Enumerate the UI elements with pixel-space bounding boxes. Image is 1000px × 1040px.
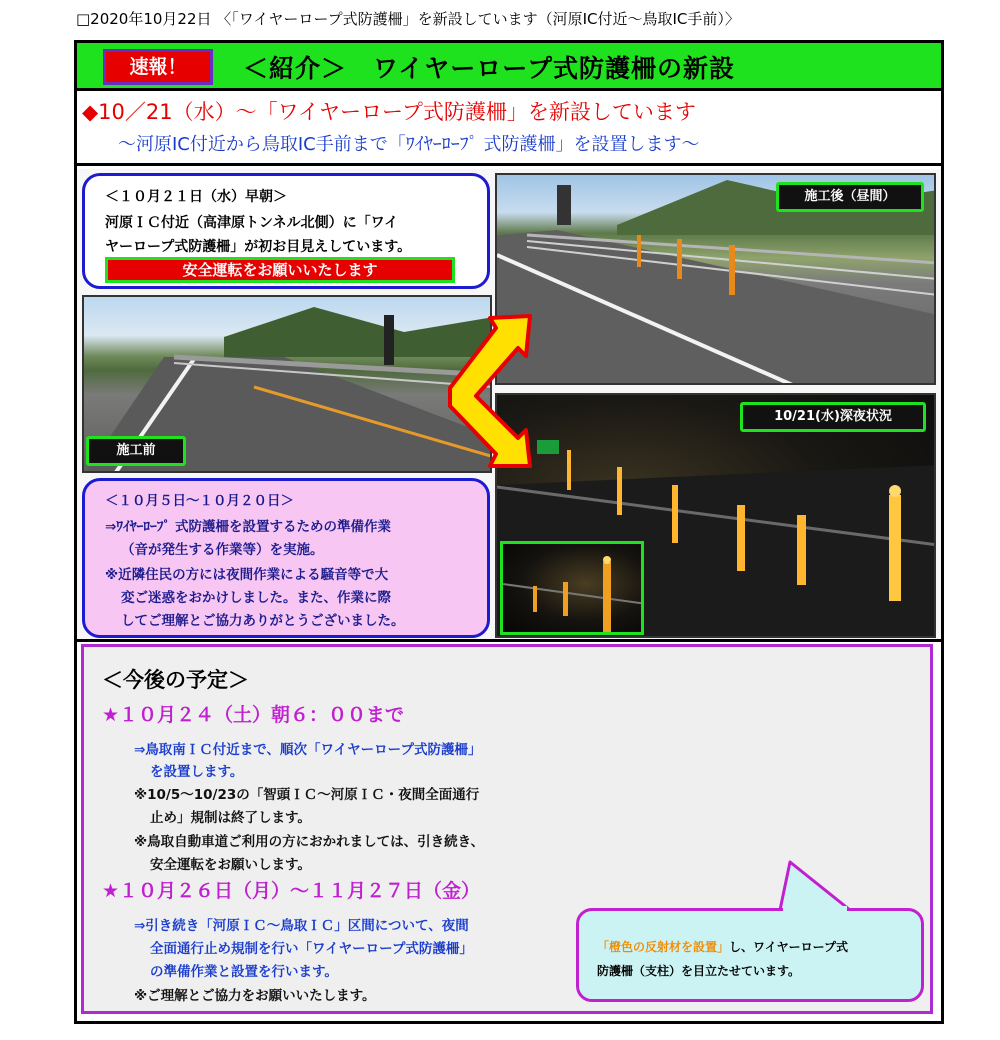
schedule-line: 止め」規制は終了します。 [150, 810, 311, 826]
schedule-line: 全面通行止め規制を行い「ワイヤーロープ式防護柵」 [150, 941, 473, 957]
note-line: ヤーロープ式防護柵」が初お目見えしています。 [105, 239, 412, 255]
schedule-item-heading: ★１０月２４（土）朝６：００まで [102, 704, 405, 726]
after-photo-label: 施工後（昼間） [776, 182, 924, 212]
prep-line: してご理解とご協力ありがとうございました。 [121, 613, 405, 629]
schedule-line: を設置します。 [150, 764, 244, 780]
preparation-work-note [82, 478, 490, 638]
safe-driving-banner: 安全運転をお願いいたします [105, 257, 455, 283]
schedule-line: ⇒鳥取南ＩＣ付近まで、順次「ワイヤーロープ式防護柵」 [134, 742, 482, 758]
double-arrow-icon [430, 310, 550, 470]
note-line: 河原ＩＣ付近（高津原トンネル北側）に「ワイ [105, 215, 399, 231]
schedule-line: ※ご理解とご協力をお願いいたします。 [134, 988, 376, 1004]
schedule-item-heading: ★１０月２６日（月）〜１１月２７日（金） [102, 880, 481, 902]
callout-line: 防護柵（支柱）を目立たせています。 [597, 964, 801, 978]
callout-rest: し、ワイヤーロープ式 [729, 940, 849, 954]
prep-line: 変ご迷惑をおかけしました。また、作業に際 [121, 590, 391, 606]
prep-line: ⇒ﾜｲﾔｰﾛｰﾌﾟ 式防護柵を設置するための準備作業 [105, 519, 392, 535]
reflector-callout [576, 908, 924, 1002]
schedule-line: 安全運転をお願いします。 [150, 857, 311, 873]
prep-line: （音が発生する作業等）を実施。 [121, 542, 324, 558]
lead-subheadline: 〜河原IC付近から鳥取IC手前まで「ﾜｲﾔｰﾛｰﾌﾟ 式防護柵」を設置します〜 [118, 134, 700, 155]
prep-date: ＜１０月５日〜１０月２０日＞ [105, 493, 294, 509]
schedule-line: ※鳥取自動車道ご利用の方におかれましては、引き続き、 [134, 834, 485, 850]
schedule-line: ※10/5〜10/23の「智頭ＩＣ〜河原ＩＣ・夜間全面通行 [134, 787, 480, 803]
callout-line [597, 938, 848, 955]
schedule-line: ⇒引き続き「河原ＩＣ〜鳥取ＩＣ」区間について、夜間 [134, 918, 469, 934]
callout-highlight: 「橙色の反射材を設置」 [597, 940, 730, 954]
schedule-line: の準備作業と設置を行います。 [150, 964, 338, 980]
breaking-news-badge: 速報！ [103, 49, 213, 85]
before-photo-label: 施工前 [86, 436, 186, 466]
note-date: ＜１０月２１日（水）早朝＞ [105, 189, 287, 205]
document-date-caption: □2020年10月22日 〈「ワイヤーロープ式防護柵」を新設しています（河原IC付近〜鳥取IC手前）〉 [76, 10, 740, 28]
prep-line: ※近隣住民の方には夜間作業による騒音等で大 [105, 567, 389, 583]
article-title: ＜紹介＞ ワイヤーロープ式防護柵の新設 [243, 54, 736, 83]
night-photo-label: 10/21(水)深夜状況 [740, 402, 926, 432]
lead-headline: ◆10／21（水）〜「ワイヤーロープ式防護柵」を新設しています [82, 100, 696, 124]
night-inset-photo [500, 541, 644, 635]
schedule-title: ＜今後の予定＞ [102, 668, 249, 692]
